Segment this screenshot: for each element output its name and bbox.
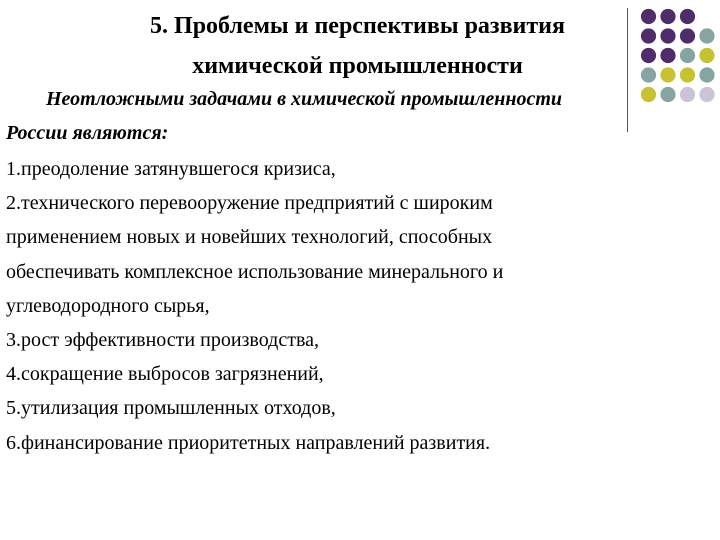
list-item-line: 6.финансирование приоритетных направлений развития.	[6, 431, 491, 454]
title-line-1: 5. Проблемы и перспективы развития	[150, 13, 565, 39]
list-item-line: применением новых и новейших технологий, способных	[6, 226, 493, 249]
intro-text	[6, 82, 696, 150]
task-list	[6, 152, 646, 460]
decorative-dot	[699, 87, 714, 102]
decorative-dot	[699, 48, 714, 63]
slide-title	[80, 6, 635, 86]
list-item	[6, 357, 646, 391]
list-item	[6, 186, 646, 323]
list-item-line: 4.сокращение выбросов загрязнений,	[6, 363, 324, 386]
list-item	[6, 391, 646, 425]
list-item-line: обеспечивать комплексное использование минерального и	[6, 260, 504, 283]
decorative-dot	[660, 9, 675, 24]
list-item-line: 5.утилизация промышленных отходов,	[6, 397, 336, 420]
decorative-dot	[641, 67, 656, 82]
title-line-2: химической промышленности	[192, 53, 523, 79]
intro-line-1: Неотложными задачами в химической промышленности	[46, 88, 562, 110]
decorative-dot	[680, 67, 695, 82]
decorative-dot	[699, 28, 714, 43]
list-item-line: углеводородного сырья,	[6, 294, 210, 317]
decorative-dot	[680, 9, 695, 24]
decorative-dot	[641, 9, 656, 24]
decorative-dot	[680, 28, 695, 43]
list-item-line: 3.рост эффективности производства,	[6, 329, 320, 352]
list-item	[6, 323, 646, 357]
list-item	[6, 426, 646, 460]
decorative-dot	[641, 28, 656, 43]
decorative-dot	[680, 48, 695, 63]
decorative-dot	[660, 48, 675, 63]
decorative-dot	[641, 48, 656, 63]
decorative-dot	[660, 67, 675, 82]
intro-line-2: России являются:	[6, 122, 169, 144]
list-item	[6, 152, 646, 186]
decorative-dot	[699, 67, 714, 82]
decorative-dot	[660, 28, 675, 43]
list-item-line: 1.преодоление затянувшегося кризиса,	[6, 158, 336, 180]
list-item-line: 2.технического перевооружение предприятий с широким	[6, 192, 493, 215]
